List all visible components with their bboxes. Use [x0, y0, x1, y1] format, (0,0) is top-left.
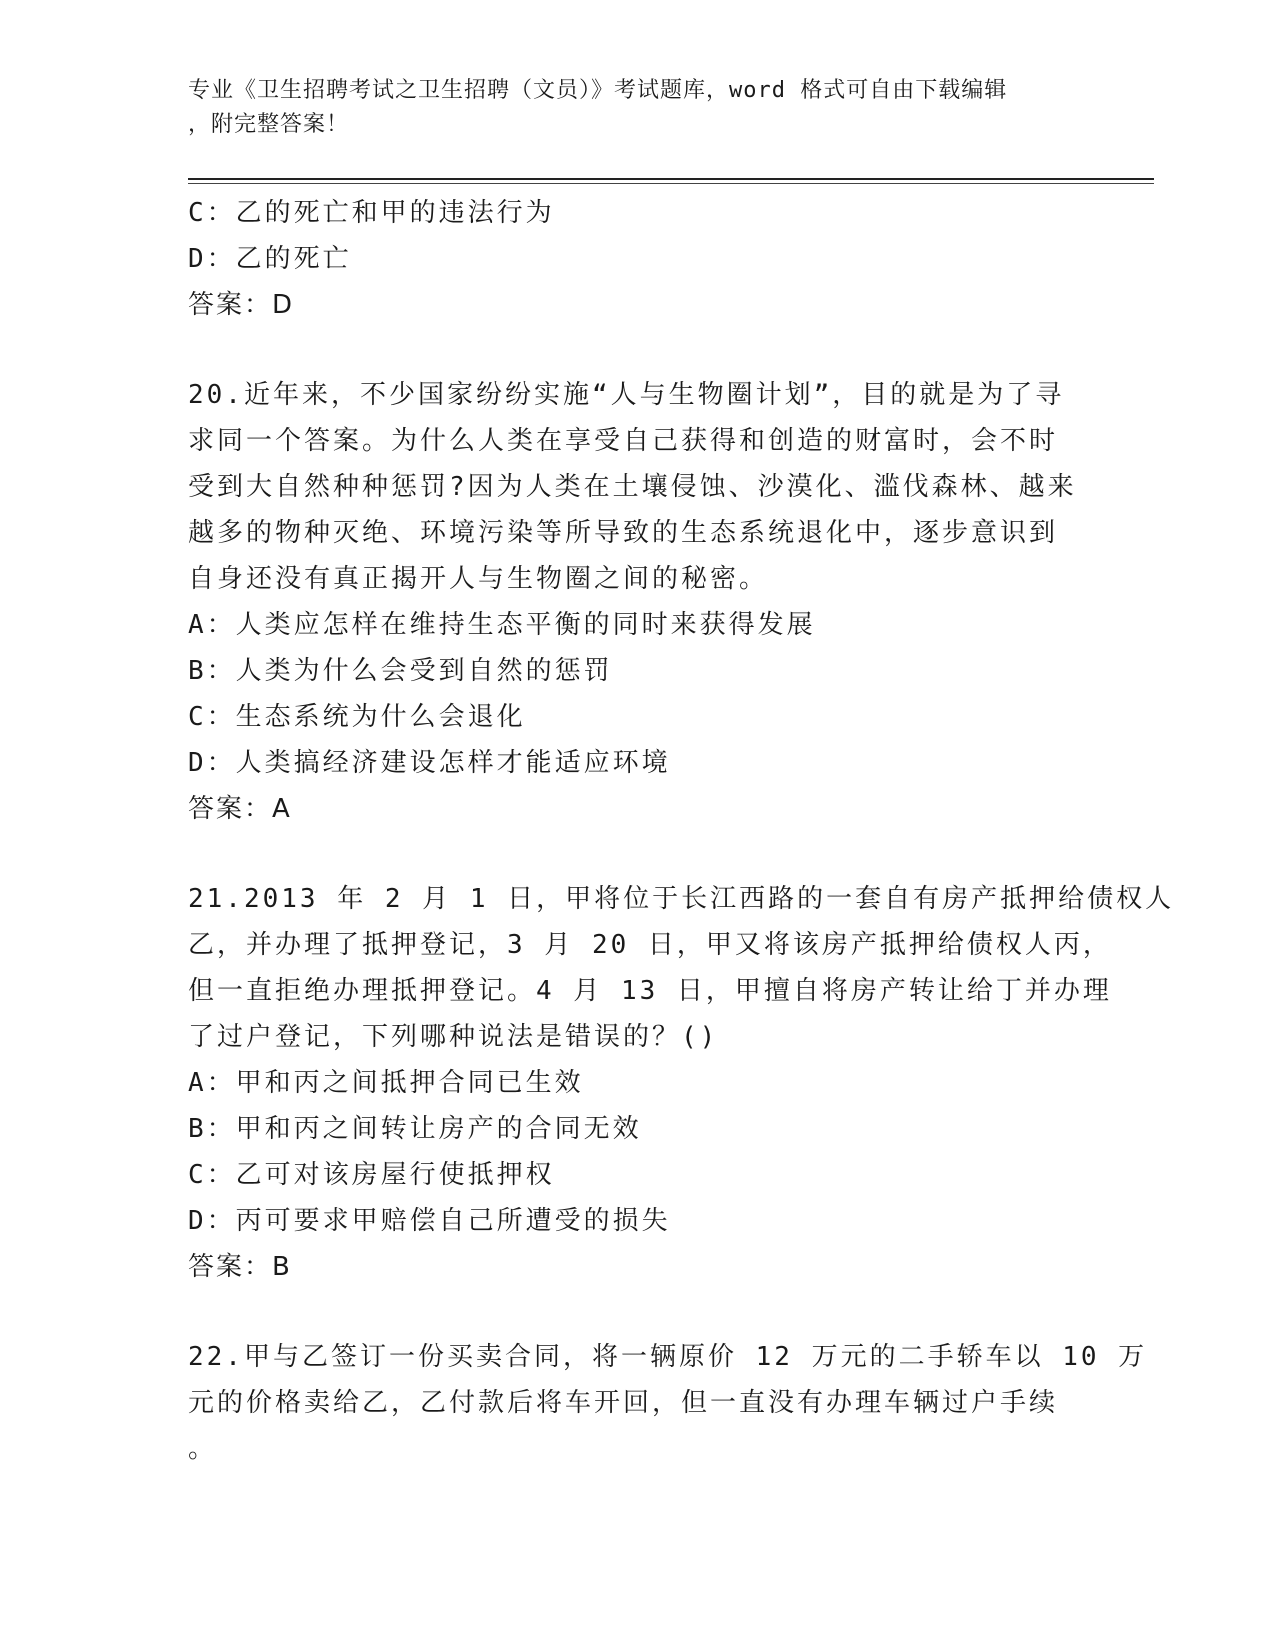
document-body — [188, 190, 1175, 1472]
question-stem-line: 元的价格卖给乙，乙付款后将车开回，但一直没有办理车辆过户手续 — [188, 1388, 1059, 1418]
option-c: C：乙的死亡和甲的违法行为 — [188, 198, 555, 228]
question-stem-line: 21.2013 年 2 月 1 日，甲将位于长江西路的一套自有房产抵押给债权人 — [188, 884, 1175, 914]
question-stem-line: 受到大自然种种惩罚?因为人类在土壤侵蚀、沙漠化、滥伐森林、越来 — [188, 472, 1077, 502]
question-stem-line: 乙，并办理了抵押登记，3 月 20 日，甲又将该房产抵押给债权人丙， — [188, 930, 1112, 960]
option-b: B：甲和丙之间转让房产的合同无效 — [188, 1114, 642, 1144]
question-stem-line: 自身还没有真正揭开人与生物圈之间的秘密。 — [188, 564, 769, 594]
question-22 — [188, 1334, 1148, 1472]
question-stem-line: 了过户登记，下列哪种说法是错误的？() — [188, 1022, 719, 1052]
option-d: D：人类搞经济建设怎样才能适应环境 — [188, 748, 671, 778]
answer-line: 答案：B — [188, 1252, 292, 1282]
option-a: A：人类应怎样在维持生态平衡的同时来获得发展 — [188, 610, 816, 640]
option-c: C：乙可对该房屋行使抵押权 — [188, 1160, 555, 1190]
question-stem-line: 20.近年来，不少国家纷纷实施“人与生物圈计划”，目的就是为了寻 — [188, 380, 1065, 410]
question-21 — [188, 876, 1175, 1290]
question-stem-line: 。 — [188, 1434, 218, 1464]
header-divider — [188, 178, 1154, 180]
question-stem-line: 但一直拒绝办理抵押登记。4 月 13 日，甲擅自将房产转让给丁并办理 — [188, 976, 1112, 1006]
document-header — [188, 74, 1068, 142]
header-line: ，附完整答案！ — [188, 112, 350, 137]
question-stem-line: 越多的物种灭绝、环境污染等所导致的生态系统退化中，逐步意识到 — [188, 518, 1059, 548]
header-line: 专业《卫生招聘考试之卫生招聘（文员）》考试题库，word 格式可自由下载编辑 — [188, 78, 1008, 103]
header-divider-thin — [188, 183, 1154, 184]
answer-line: 答案：A — [188, 794, 292, 824]
option-b: B：人类为什么会受到自然的惩罚 — [188, 656, 613, 686]
question-19-tail — [188, 190, 1088, 328]
question-20 — [188, 372, 1088, 832]
option-d: D：丙可要求甲赔偿自己所遭受的损失 — [188, 1206, 671, 1236]
option-c: C：生态系统为什么会退化 — [188, 702, 526, 732]
question-stem-line: 22.甲与乙签订一份买卖合同，将一辆原价 12 万元的二手轿车以 10 万 — [188, 1342, 1148, 1372]
option-a: A：甲和丙之间抵押合同已生效 — [188, 1068, 584, 1098]
answer-line: 答案：D — [188, 290, 295, 320]
option-d: D：乙的死亡 — [188, 244, 352, 274]
question-stem-line: 求同一个答案。为什么人类在享受自己获得和创造的财富时，会不时 — [188, 426, 1059, 456]
